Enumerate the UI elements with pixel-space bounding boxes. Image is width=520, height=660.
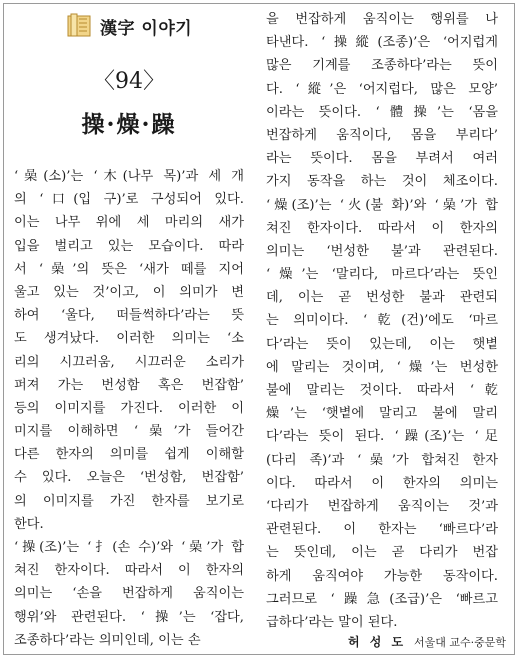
text-line: 타낸다. ‘操縱(조종)’은 ‘어지럽게	[266, 35, 498, 51]
author-affiliation: 서울대 교수·중문학	[413, 636, 506, 649]
text-line: ‘燥(조)’는 ‘火(불 화)’와 ‘喿’가 합	[266, 197, 498, 213]
text-line: 미지를 이해하면 ‘喿’가 들어간	[14, 424, 244, 440]
text-line: 리의 시끄러움, 시끄러운 소리가	[14, 354, 244, 370]
issue-number: 〈94〉	[93, 69, 165, 94]
text-line: (다리 족)’과 ‘喿’가 합쳐진 한자	[266, 452, 498, 468]
text-line: 입을 벌리고 있는 모습이다. 따라	[14, 238, 244, 254]
text-line: 데, 이는 곧 번성한 불과 관련되	[266, 290, 498, 306]
left-body-text	[14, 165, 244, 652]
text-line: 다’라는 뜻이 된다. ‘躁(조)’는 ‘足	[266, 429, 498, 445]
text-line: ‘다리가 번잡하게 움직이는 것’과	[266, 498, 498, 514]
text-line: 많은 기계를 조종하다’라는 뜻이	[266, 58, 498, 74]
text-line: 가지 동작을 하는 것이 체조이다.	[266, 174, 498, 190]
text-line: 다’라는 뜻이 있는데, 이는 햇볕	[266, 336, 498, 352]
text-line: 다. ‘縱’은 ‘어지럽다, 많은 모양’	[266, 81, 498, 97]
text-line: 급하다’라는 말이 된다.	[266, 614, 398, 630]
text-line: 의 ‘口(입 구)’로 구성되어 있다.	[14, 192, 244, 208]
text-line: 쳐진 한자이다. 따라서 이 한자의	[266, 220, 498, 236]
text-line: 燥’는 ‘햇볕에 말리고 불에 말리	[266, 406, 498, 422]
text-line: 다른 한자의 의미를 쉽게 이해할	[14, 447, 244, 463]
text-line: 수 있다. 오늘은 ‘번성함, 번잡함’	[14, 470, 244, 486]
text-line: 하게 움직여야 가능한 동작이다.	[266, 568, 498, 584]
text-line: 이다. 따라서 이 한자의 의미는	[266, 475, 498, 491]
text-line: 관련된다. 이 한자는 ‘빠르다’라	[266, 522, 498, 538]
text-line: 라는 뜻이다. 몸을 부려서 여러	[266, 151, 498, 167]
text-line: 불에 말리는 것이다. 따라서 ‘乾	[266, 383, 498, 398]
text-line: 이는 나무 위에 세 마리의 새가	[14, 215, 244, 231]
column-header	[66, 8, 244, 44]
text-line: 는 의미이다. ‘乾(건)’에도 ‘마르	[266, 313, 498, 329]
text-line: 을 번잡하게 움직이는 행위를 나	[266, 12, 498, 27]
text-line: 이라는 뜻이다. ‘體操’는 ‘몸을	[266, 104, 498, 120]
text-line: 에 말리는 것이며, ‘燥’는 번성한	[266, 359, 498, 375]
headline: 操·燥·躁	[81, 111, 177, 138]
text-line: 의미는 ‘번성한 불’과 관련된다.	[266, 243, 498, 259]
text-line: ‘燥’는 ‘말리다, 마르다’라는 뜻인	[266, 267, 498, 283]
column-title: 漢字 이야기	[100, 18, 193, 39]
text-line: 울고 있는 것’이고, 이 의미가 변	[14, 284, 244, 300]
text-line: 의미는 ‘손을 번잡하게 움직이는	[14, 586, 244, 602]
text-line: ‘喿(소)’는 ‘木(나무 목)’과 세 개	[14, 169, 244, 184]
text-line: 도 생겨났다. 이러한 의미는 ‘소	[14, 331, 244, 347]
left-column	[14, 8, 244, 652]
text-line: 그러므로 ‘躁急(조급)’은 ‘빠르고	[266, 591, 498, 607]
right-body-text	[266, 8, 498, 634]
text-line: 번잡하게 움직이다, 몸을 부리다’	[266, 127, 498, 143]
text-line: ‘操(조)’는 ‘扌(손 수)’와 ‘喿’가 합	[14, 540, 244, 555]
text-line: 퍼져 가는 번성함 혹은 번잡함’	[14, 377, 244, 393]
text-line: 서 ‘喿’의 뜻은 ‘새가 떼를 지어	[14, 261, 244, 277]
text-line: 의 이미지를 가진 한자를 보기로	[14, 493, 244, 509]
text-line: 조종하다’라는 의미인데, 이는 손	[14, 632, 201, 648]
text-line: 행위’와 관련된다. ‘操’는 ‘잡다,	[14, 609, 244, 625]
byline	[348, 633, 506, 650]
author-name: 허 성 도	[348, 635, 407, 649]
right-column	[266, 8, 498, 634]
text-line: 등의 이미지를 가진다. 이러한 이	[14, 400, 244, 416]
text-line: 는 뜻인데, 이는 곧 다리가 번잡	[266, 545, 498, 561]
text-line: 하여 ‘울다, 떠들썩하다’라는 뜻	[14, 308, 244, 324]
text-line: 쳐진 한자이다. 따라서 이 한자의	[14, 563, 244, 579]
book-icon	[66, 13, 92, 39]
text-line: 한다.	[14, 516, 44, 532]
